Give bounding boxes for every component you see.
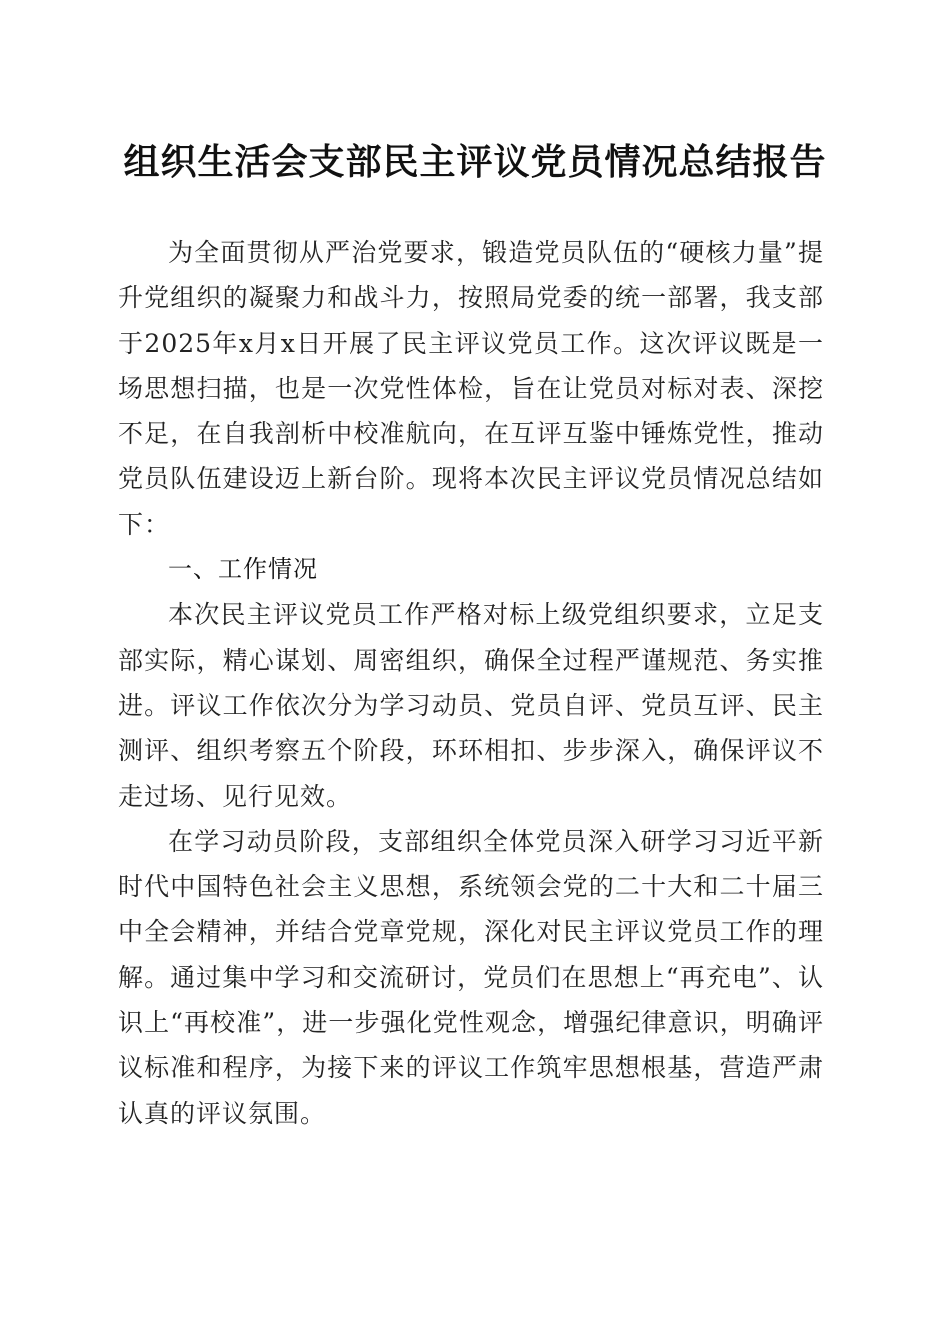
document-body xyxy=(118,230,824,1136)
document-title: 组织生活会支部民主评议党员情况总结报告 xyxy=(123,141,827,183)
section-paragraph: 本次民主评议党员工作严格对标上级党组织要求，立足支部实际，精心谋划、周密组织，确保全过程严谨规范、务实推进。评议工作依次分为学习动员、党员自评、党员互评、民主测评、组织考察五个阶段，环环相扣、步步深入，确保评议不走过场、见行见效。 xyxy=(118,600,824,811)
section-heading: 一、工作情况 xyxy=(168,555,318,584)
intro-paragraph: 为全面贯彻从严治党要求，锻造党员队伍的“硬核力量”提升党组织的凝聚力和战斗力，按照局党委的统一部署，我支部于2025年x月x日开展了民主评议党员工作。这次评议既是一场思想扫描，也是一次党性体检，旨在让党员对标对表、深挖不足，在自我剖析中校准航向，在互评互鉴中锤炼党性，推动党员队伍建设迈上新台阶。现将本次民主评议党员情况总结如下： xyxy=(118,238,824,539)
section-paragraph: 在学习动员阶段，支部组织全体党员深入研学习习近平新时代中国特色社会主义思想，系统领会党的二十大和二十届三中全会精神，并结合党章党规，深化对民主评议党员工作的理解。通过集中学习和交流研讨，党员们在思想上“再充电”、认识上“再校准”，进一步强化党性观念，增强纪律意识，明确评议标准和程序，为接下来的评议工作筑牢思想根基，营造严肃认真的评议氛围。 xyxy=(118,826,824,1128)
